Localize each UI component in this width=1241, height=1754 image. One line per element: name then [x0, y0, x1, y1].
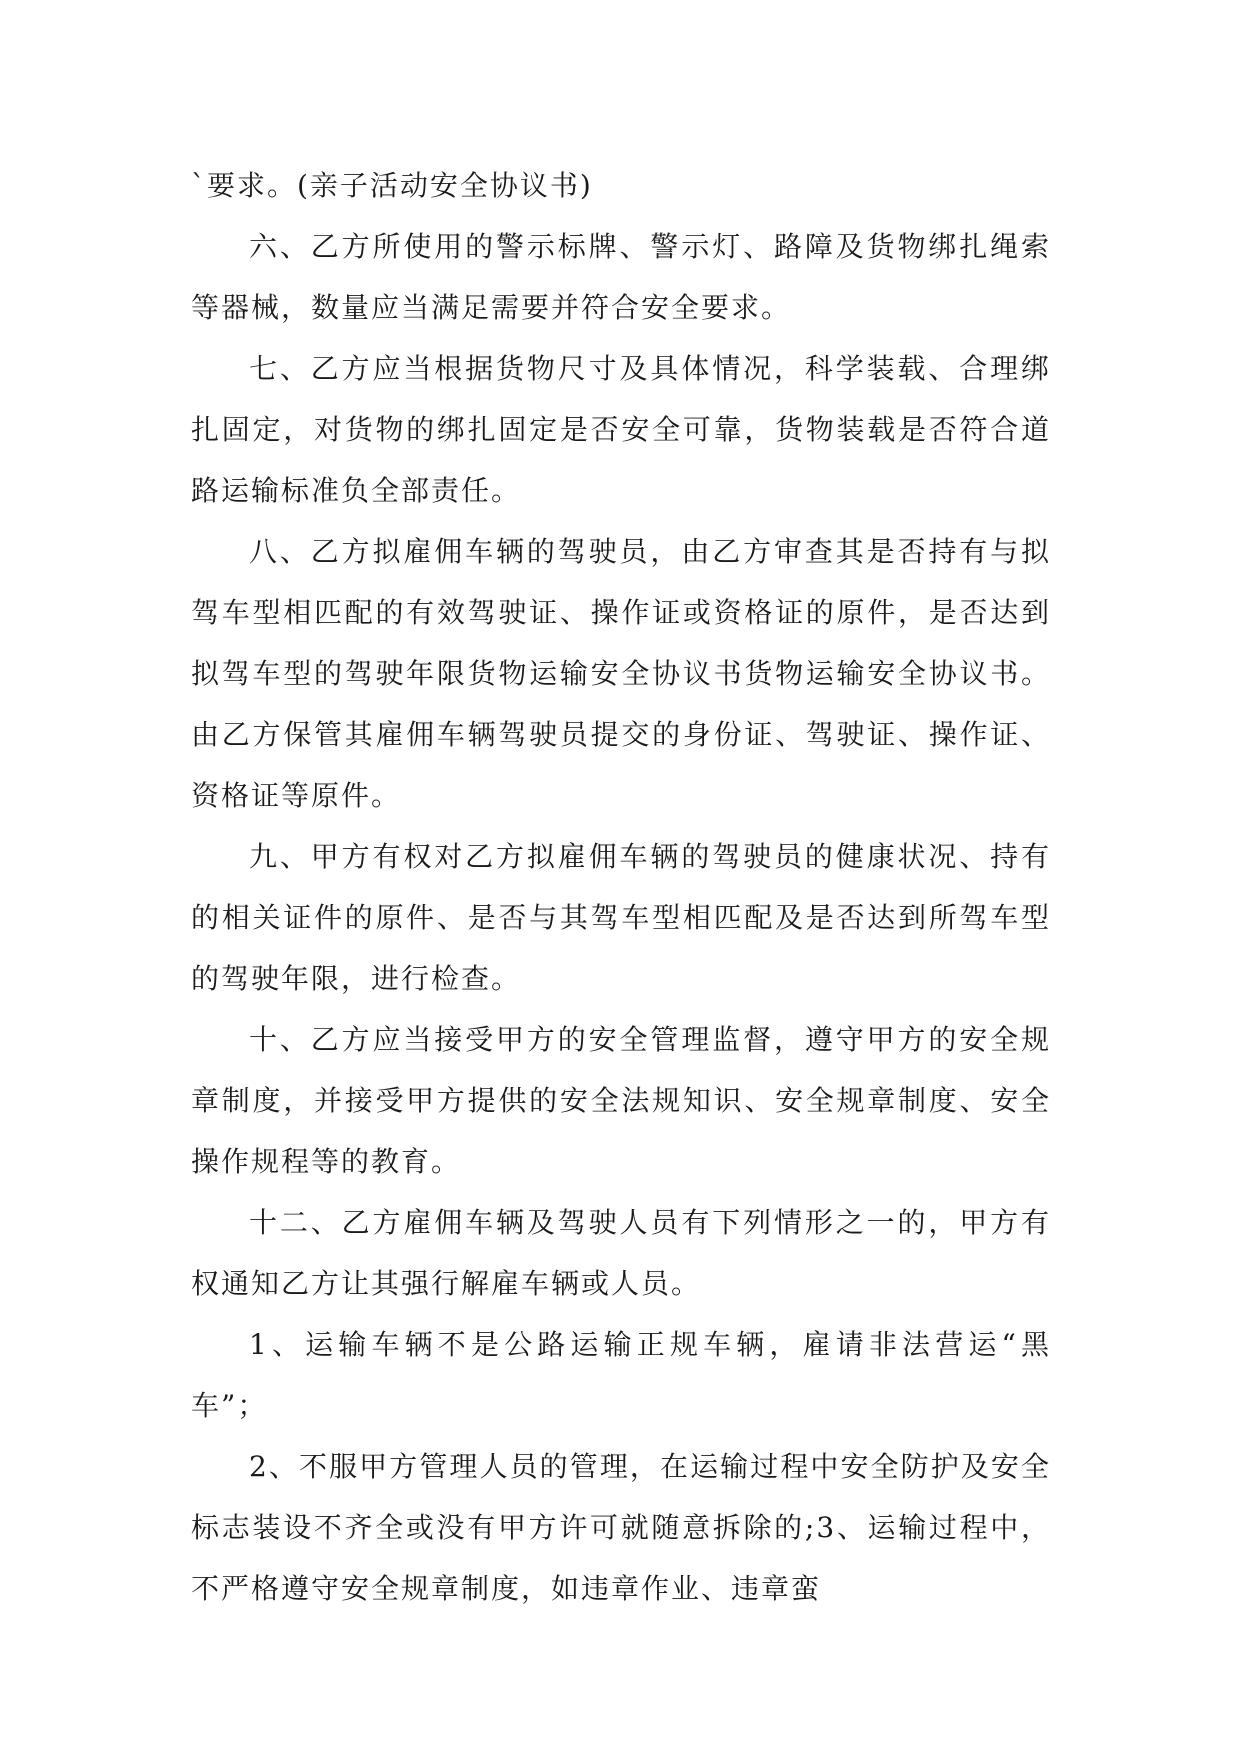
paragraph-clause-12: 十二、乙方雇佣车辆及驾驶人员有下列情形之一的，甲方有权通知乙方让其强行解雇车辆或人员。: [191, 1206, 1051, 1300]
paragraph-item-1: 1、运输车辆不是公路运输正规车辆，雇请非法营运“黑车”；: [191, 1328, 1051, 1422]
paragraph-clause-8: 八、乙方拟雇佣车辆的驾驶员，由乙方审查其是否持有与拟驾车型相匹配的有效驾驶证、操作证或资格证的原件，是否达到拟驾车型的驾驶年限货物运输安全协议书货物运输安全协议书。由乙方保管其雇佣车辆驾驶员提交的身份证、驾驶证、操作证、资格证等原件。: [191, 535, 1051, 812]
paragraph-clause-6: 六、乙方所使用的警示标牌、警示灯、路障及货物绑扎绳索等器械，数量应当满足需要并符合安全要求。: [191, 230, 1051, 324]
paragraph-clause-9: 九、甲方有权对乙方拟雇佣车辆的驾驶员的健康状况、持有的相关证件的原件、是否与其驾车型相匹配及是否达到所驾车型的驾驶年限，进行检查。: [191, 840, 1051, 995]
paragraph-item-2: 2、不服甲方管理人员的管理，在运输过程中安全防护及安全标志装设不齐全或没有甲方许可就随意拆除的;3、运输过程中，不严格遵守安全规章制度，如违章作业、违章蛮: [191, 1450, 1051, 1605]
paragraph-continuation: `要求。(亲子活动安全协议书): [191, 169, 593, 202]
paragraph-clause-10: 十、乙方应当接受甲方的安全管理监督，遵守甲方的安全规章制度，并接受甲方提供的安全法规知识、安全规章制度、安全操作规程等的教育。: [191, 1023, 1051, 1178]
paragraph-clause-7: 七、乙方应当根据货物尺寸及具体情况，科学装载、合理绑扎固定，对货物的绑扎固定是否安全可靠，货物装载是否符合道路运输标准负全部责任。: [191, 352, 1051, 507]
document-body: [191, 155, 1051, 1619]
